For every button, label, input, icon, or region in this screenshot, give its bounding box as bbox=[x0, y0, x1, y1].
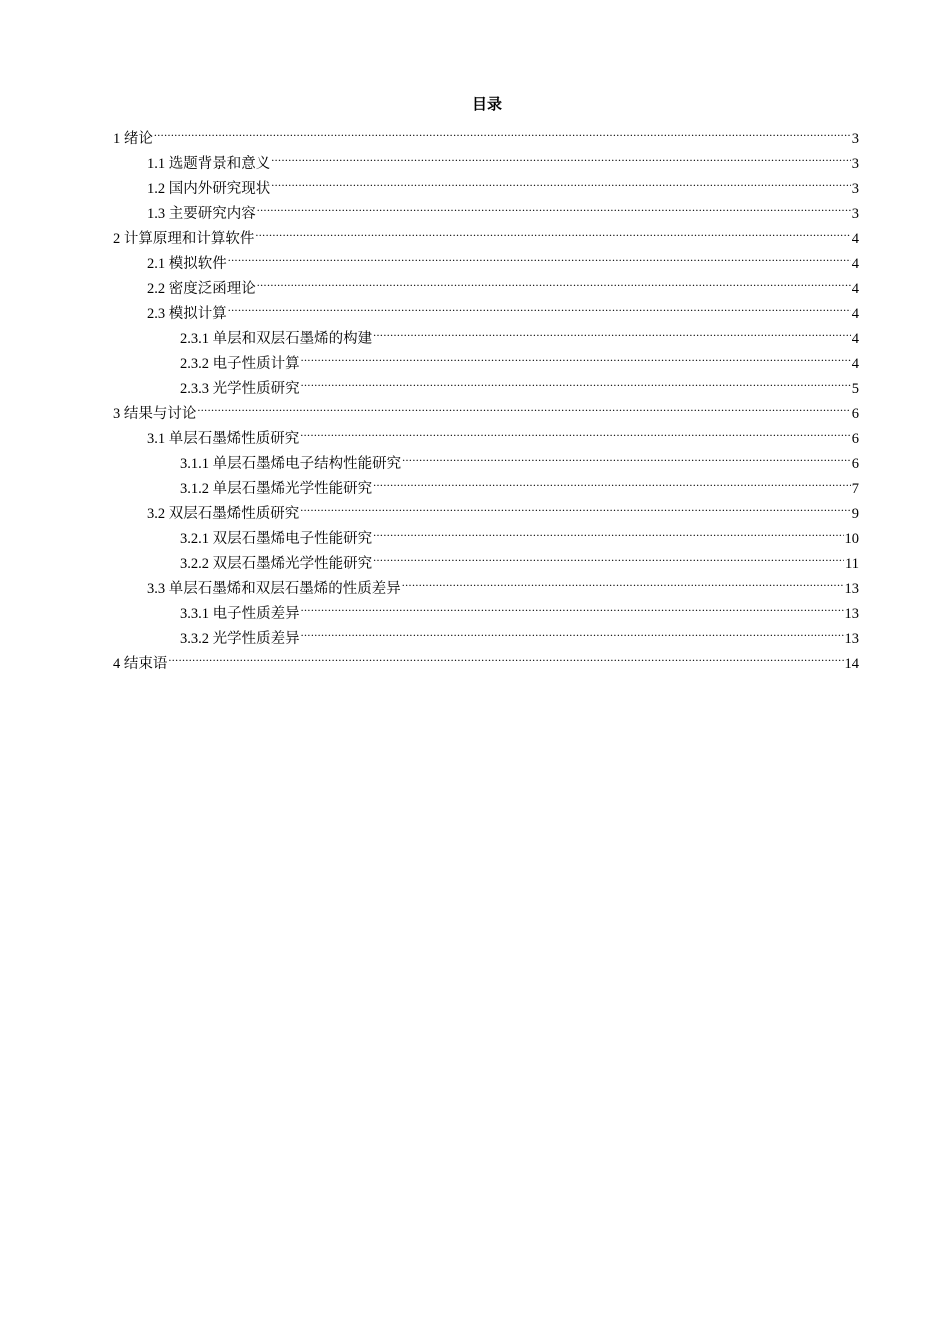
toc-entry-label: 3.3.1 电子性质差异 bbox=[180, 606, 300, 622]
toc-entry-page-number: 4 bbox=[851, 256, 859, 272]
toc-entry-label: 3.3.2 光学性质差异 bbox=[180, 631, 300, 647]
table-of-contents bbox=[113, 118, 859, 672]
toc-dot-leader bbox=[168, 643, 843, 668]
toc-entry[interactable] bbox=[113, 643, 859, 672]
toc-dot-leader bbox=[301, 368, 851, 393]
toc-entry-label: 1.1 选题背景和意义 bbox=[147, 156, 271, 172]
toc-entry-page-number: 4 bbox=[851, 356, 859, 372]
toc-entry-page-number: 13 bbox=[844, 631, 859, 647]
toc-entry-page-number: 6 bbox=[851, 406, 859, 422]
toc-entry-page-number: 10 bbox=[844, 531, 859, 547]
toc-entry-page-number: 13 bbox=[844, 581, 859, 597]
toc-entry-page-number: 13 bbox=[844, 606, 859, 622]
toc-dot-leader bbox=[271, 143, 851, 168]
toc-dot-leader bbox=[402, 568, 844, 593]
toc-entry-label: 2.1 模拟软件 bbox=[147, 256, 227, 272]
toc-entry-page-number: 14 bbox=[844, 656, 859, 672]
toc-entry-label: 4 结束语 bbox=[113, 656, 168, 672]
toc-entry-label: 3 结果与讨论 bbox=[113, 406, 197, 422]
toc-entry-label: 2.3.1 单层和双层石墨烯的构建 bbox=[180, 331, 373, 347]
toc-entry-label: 3.2 双层石墨烯性质研究 bbox=[147, 506, 300, 522]
toc-entry-label: 3.1.2 单层石墨烯光学性能研究 bbox=[180, 481, 373, 497]
toc-entry[interactable] bbox=[113, 143, 859, 172]
toc-entry-label: 3.2.2 双层石墨烯光学性能研究 bbox=[180, 556, 373, 572]
toc-entry-label: 2.3 模拟计算 bbox=[147, 306, 227, 322]
toc-entry-label: 2.3.3 光学性质研究 bbox=[180, 381, 300, 397]
toc-dot-leader bbox=[301, 618, 844, 643]
toc-entry-page-number: 4 bbox=[851, 231, 859, 247]
toc-dot-leader bbox=[300, 418, 851, 443]
toc-dot-leader bbox=[373, 468, 851, 493]
toc-dot-leader bbox=[301, 593, 844, 618]
toc-entry-label: 1 绪论 bbox=[113, 131, 153, 147]
toc-entry-label: 3.1.1 单层石墨烯电子结构性能研究 bbox=[180, 456, 402, 472]
toc-title: 目录 bbox=[471, 95, 502, 113]
toc-entry-page-number: 5 bbox=[851, 381, 859, 397]
toc-entry-page-number: 6 bbox=[851, 431, 859, 447]
toc-dot-leader bbox=[154, 118, 851, 143]
toc-entry-label: 1.2 国内外研究现状 bbox=[147, 181, 271, 197]
toc-entry-page-number: 4 bbox=[851, 281, 859, 297]
toc-entry-page-number: 6 bbox=[851, 456, 859, 472]
toc-entry[interactable] bbox=[113, 393, 859, 422]
toc-dot-leader bbox=[301, 343, 851, 368]
toc-entry-label: 3.1 单层石墨烯性质研究 bbox=[147, 431, 300, 447]
toc-entry[interactable] bbox=[113, 418, 859, 447]
toc-entry-page-number: 3 bbox=[851, 156, 859, 172]
toc-dot-leader bbox=[300, 493, 851, 518]
toc-dot-leader bbox=[373, 318, 851, 343]
toc-dot-leader bbox=[228, 243, 851, 268]
toc-dot-leader bbox=[197, 393, 850, 418]
toc-dot-leader bbox=[271, 168, 851, 193]
toc-dot-leader bbox=[257, 268, 851, 293]
toc-entry-page-number: 11 bbox=[845, 556, 859, 572]
toc-entry-page-number: 9 bbox=[851, 506, 859, 522]
toc-entry-page-number: 3 bbox=[851, 181, 859, 197]
toc-dot-leader bbox=[373, 543, 844, 568]
toc-entry-label: 2.3.2 电子性质计算 bbox=[180, 356, 300, 372]
toc-dot-leader bbox=[255, 218, 850, 243]
toc-entry-page-number: 4 bbox=[851, 306, 859, 322]
toc-dot-leader bbox=[402, 443, 851, 468]
toc-entry-label: 2.2 密度泛函理论 bbox=[147, 281, 256, 297]
toc-dot-leader bbox=[257, 193, 851, 218]
toc-entry-page-number: 3 bbox=[851, 206, 859, 222]
toc-entry-label: 1.3 主要研究内容 bbox=[147, 206, 256, 222]
toc-entry-label: 3.2.1 双层石墨烯电子性能研究 bbox=[180, 531, 373, 547]
toc-dot-leader bbox=[228, 293, 851, 318]
toc-entry-label: 2 计算原理和计算软件 bbox=[113, 231, 255, 247]
toc-entry-page-number: 3 bbox=[851, 131, 859, 147]
toc-entry-label: 3.3 单层石墨烯和双层石墨烯的性质差异 bbox=[147, 581, 401, 597]
toc-entry-page-number: 7 bbox=[851, 481, 859, 497]
toc-dot-leader bbox=[373, 518, 843, 543]
toc-entry[interactable] bbox=[113, 118, 859, 147]
toc-entry-page-number: 4 bbox=[851, 331, 859, 347]
